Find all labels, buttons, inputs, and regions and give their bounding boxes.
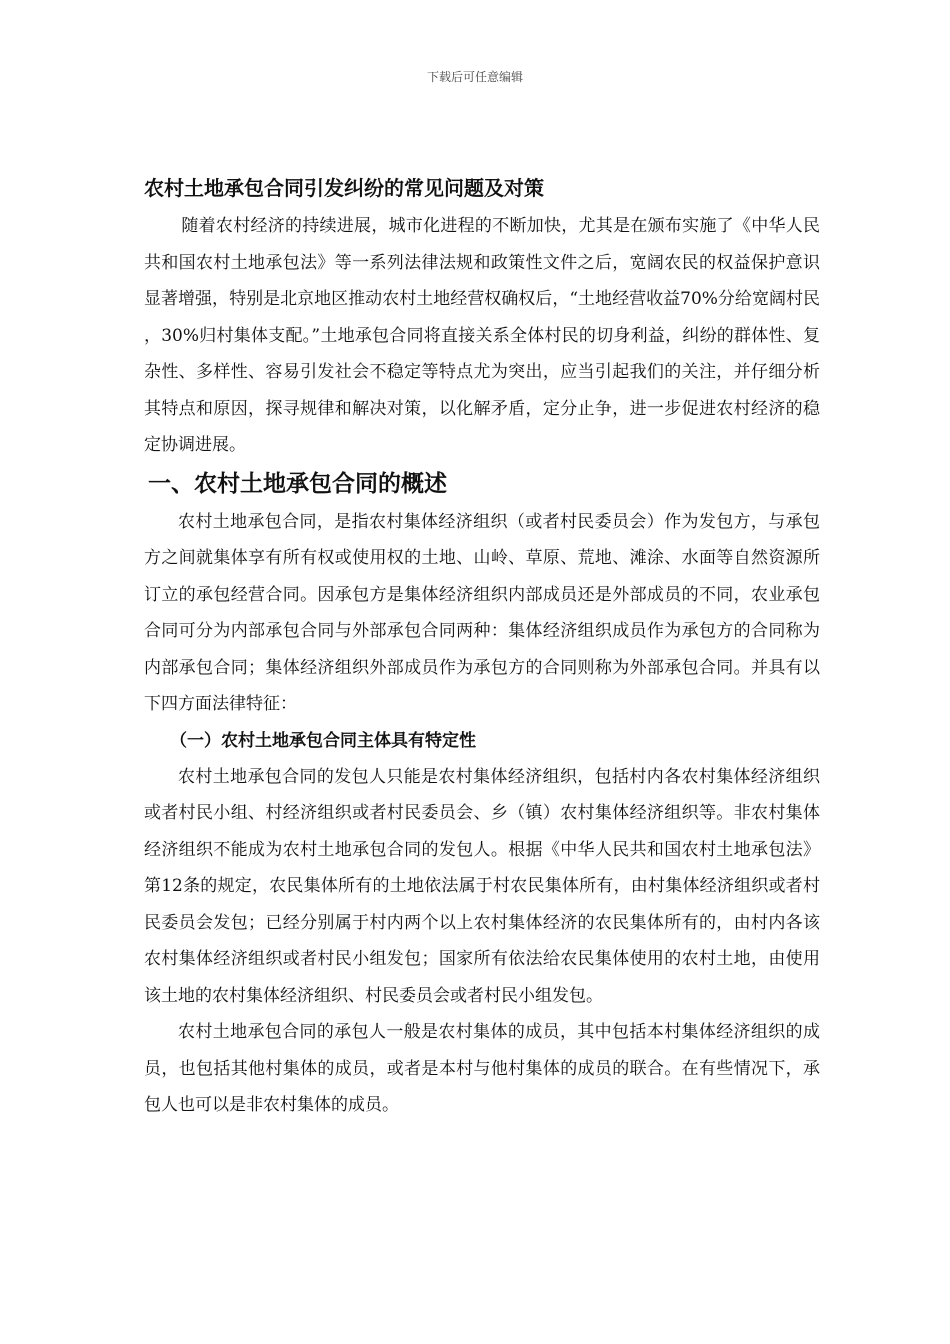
intro-paragraph: 随着农村经济的持续进展，城市化进程的不断加快，尤其是在颁布实施了《中华人民共和国农村土地承包法》等一系列法律法规和政策性文件之后，宽阔农民的权益保护意识显著增强，特别是北京地区推动农村土地经营权确权后，“土地经营收益70%分给宽阔村民，30%归村集体支配。”土地承包合同将直接关系全体村民的切身利益，纠纷的群体性、复杂性、多样性、容易引发社会不稳定等特点尤为突出，应当引起我们的关注，并仔细分析其特点和原因，探寻规律和解决对策，以化解矛盾，定分止争，进一步促进农村经济的稳定协调进展。 (144, 216, 820, 455)
subsection-paragraph-1: 农村土地承包合同的发包人只能是农村集体经济组织，包括村内各农村集体经济组织或者村民小组、村经济组织或者村民委员会、乡（镇）农村集体经济组织等。非农村集体经济组织不能成为农村土地承包合同的发包人。根据《中华人民共和国农村土地承包法》第12条的规定，农民集体所有的土地依法属于村农民集体所有，由村集体经济组织或者村民委员会发包；已经分别属于村内两个以上农村集体经济的农民集体所有的，由村内各该农村集体经济组织或者村民小组发包；国家所有依法给农民集体使用的农村土地，由使用该土地的农村集体经济组织、村民委员会或者村民小组发包。 (144, 766, 820, 1006)
section-heading: 一、农村土地承包合同的概述 (148, 469, 447, 497)
subsection-paragraph-2: 农村土地承包合同的承包人一般是农村集体的成员，其中包括本村集体经济组织的成员，也包括其他村集体的成员，或者是本村与他村集体的成员的联合。在有些情况下，承包人也可以是非农村集体的成员。 (144, 1022, 820, 1115)
page-header: 下载后可任意编辑 (426, 70, 523, 84)
subsection-heading: （一）农村土地承包合同主体具有特定性 (170, 730, 476, 751)
document-title: 农村土地承包合同引发纠纷的常见问题及对策 (144, 176, 544, 200)
section-paragraph: 农村土地承包合同，是指农村集体经济组织（或者村民委员会）作为发包方，与承包方之间就集体享有所有权或使用权的土地、山岭、草原、荒地、滩涂、水面等自然资源所订立的承包经营合同。因承包方是集体经济组织内部成员还是外部成员的不同，农业承包合同可分为内部承包合同与外部承包合同两种：集体经济组织成员作为承包方的合同称为内部承包合同；集体经济组织外部成员作为承包方的合同则称为外部承包合同。并具有以下四方面法律特征： (144, 511, 820, 714)
document-body (144, 168, 820, 1124)
